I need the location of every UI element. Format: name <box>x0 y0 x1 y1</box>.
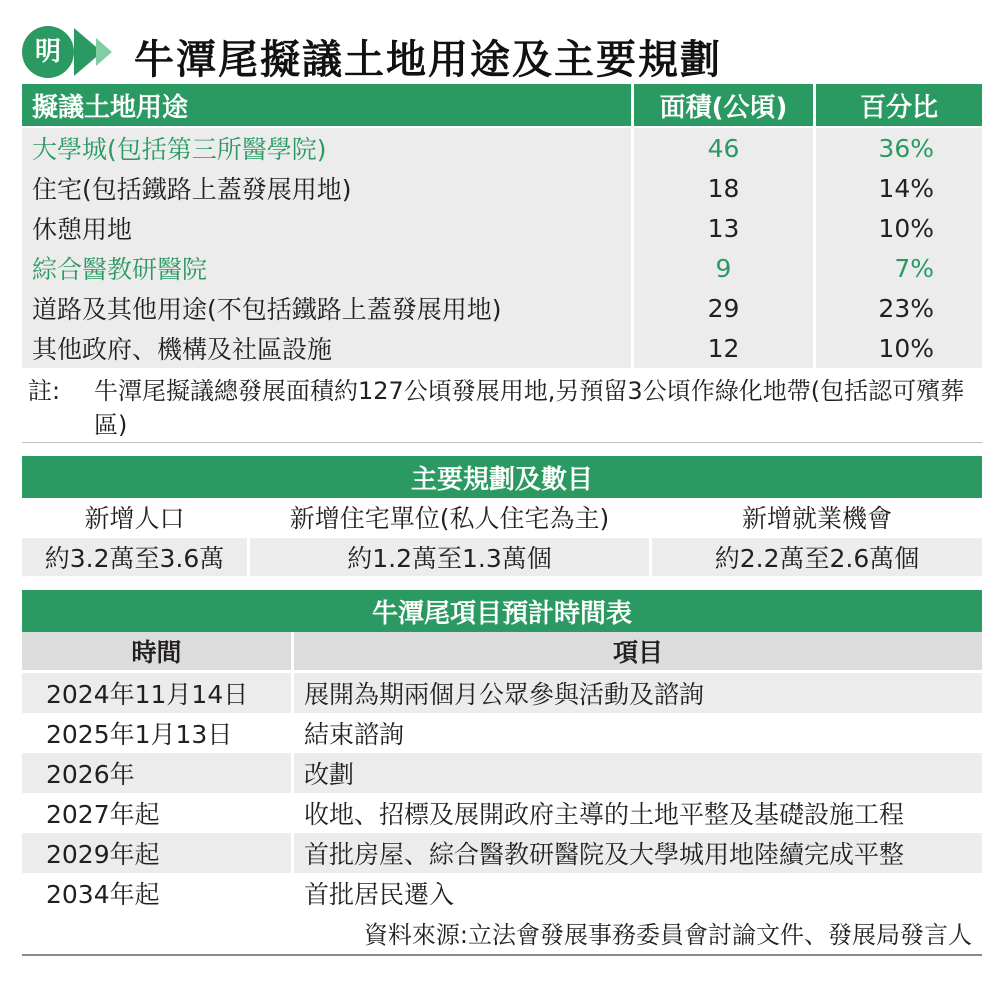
percent-cell: 23% <box>878 293 934 323</box>
item-cell: 首批居民遷入 <box>304 880 455 909</box>
percent-cell: 10% <box>878 213 934 243</box>
planning-value-row <box>22 538 982 576</box>
ming-pao-logo-icon: 明 <box>22 26 74 78</box>
table-row <box>22 713 982 753</box>
area-cell: 46 <box>634 128 816 168</box>
time-cell: 2025年1月13日 <box>22 713 294 753</box>
land-use-cell: 大學城(包括第三所醫學院) <box>22 128 634 168</box>
time-cell: 2029年起 <box>22 833 294 873</box>
population-header: 新增人口 <box>22 498 250 536</box>
logo-arrow-accent-icon <box>96 38 112 66</box>
note-label: 註: <box>28 377 61 405</box>
table-row <box>22 168 982 208</box>
land-use-col-header: 擬議土地用途 <box>22 84 634 126</box>
land-use-cell: 住宅(包括鐵路上蓋發展用地) <box>22 168 634 208</box>
time-col-header: 時間 <box>22 632 294 670</box>
time-cell: 2026年 <box>22 753 294 793</box>
land-use-cell: 道路及其他用途(不包括鐵路上蓋發展用地) <box>22 288 634 328</box>
table-row <box>22 753 982 793</box>
land-use-cell: 休憩用地 <box>22 208 634 248</box>
area-cell: 13 <box>634 208 816 248</box>
percent-cell: 36% <box>878 133 934 163</box>
table-row <box>22 288 982 328</box>
source-credit: 資料來源:立法會發展事務委員會討論文件、發展局發言人 <box>363 921 972 949</box>
header <box>22 20 982 83</box>
area-cell: 9 <box>634 248 816 288</box>
table-row <box>22 673 982 713</box>
housing-units-value: 約1.2萬至1.3萬個 <box>250 538 652 576</box>
housing-units-header: 新增住宅單位(私人住宅為主) <box>250 498 652 536</box>
table-row <box>22 128 982 168</box>
table-row <box>22 833 982 873</box>
table-row <box>22 248 982 288</box>
timeline-header-row <box>22 632 982 670</box>
land-use-header-row <box>22 84 982 126</box>
planning-header-row <box>22 498 982 536</box>
area-cell: 18 <box>634 168 816 208</box>
percent-cell: 7% <box>894 253 934 283</box>
jobs-value: 約2.2萬至2.6萬個 <box>714 544 920 573</box>
item-col-header: 項目 <box>612 638 663 667</box>
table-row <box>22 793 982 833</box>
time-cell: 2034年起 <box>22 873 294 913</box>
timeline-title: 牛潭尾項目預計時間表 <box>22 590 982 632</box>
time-cell: 2024年11月14日 <box>22 673 294 713</box>
divider <box>22 442 982 443</box>
land-use-cell: 其他政府、機構及社區設施 <box>22 328 634 368</box>
jobs-header: 新增就業機會 <box>741 504 892 533</box>
planning-title: 主要規劃及數目 <box>22 456 982 498</box>
item-cell: 首批房屋、綜合醫教研醫院及大學城用地陸續完成平整 <box>304 840 905 869</box>
area-cell: 29 <box>634 288 816 328</box>
area-col-header: 面積(公頃) <box>634 84 816 126</box>
table-row <box>22 208 982 248</box>
item-cell: 展開為期兩個月公眾參與活動及諮詢 <box>304 680 705 709</box>
page-title: 牛潭尾擬議土地用途及主要規劃 <box>134 37 722 83</box>
table-row <box>22 873 982 913</box>
time-cell: 2027年起 <box>22 793 294 833</box>
land-use-cell: 綜合醫教研醫院 <box>22 248 634 288</box>
population-value: 約3.2萬至3.6萬 <box>22 538 250 576</box>
bottom-divider <box>22 954 982 956</box>
area-cell: 12 <box>634 328 816 368</box>
item-cell: 收地、招標及展開政府主導的土地平整及基礎設施工程 <box>304 800 905 829</box>
note-text: 牛潭尾擬議總發展面積約127公頃發展用地,另預留3公頃作綠化地帶(包括認可殯葬區) <box>94 377 965 439</box>
item-cell: 改劃 <box>304 760 355 789</box>
percent-cell: 14% <box>878 173 934 203</box>
table-row <box>22 328 982 368</box>
percent-cell: 10% <box>878 333 934 363</box>
percent-col-header: 百分比 <box>859 92 938 123</box>
item-cell: 結束諮詢 <box>304 720 405 749</box>
